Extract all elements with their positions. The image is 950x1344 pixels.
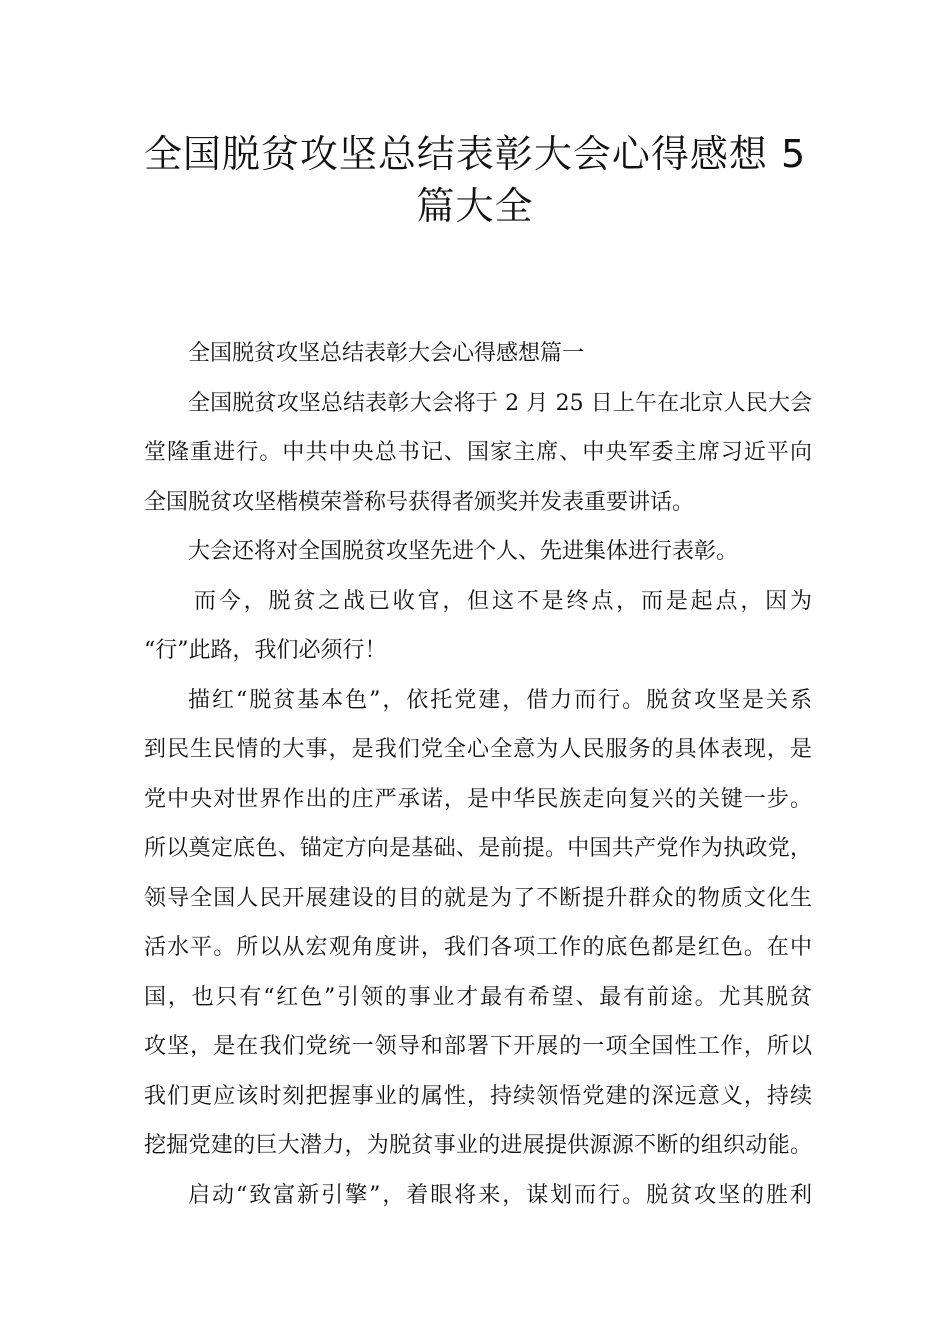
section-heading: 全国脱贫攻坚总结表彰大会心得感想篇一: [188, 341, 585, 366]
title-line-1: 全国脱贫攻坚总结表彰大会心得感想 5: [143, 132, 807, 176]
paragraph-line: 挖掘党建的巨大潜力，为脱贫事业的进展提供源源不断的组织动能。: [144, 1133, 812, 1158]
document-title: [100, 128, 850, 232]
paragraph-line: 攻坚，是在我们党统一领导和部署下开展的一项全国性工作，所以: [144, 1034, 812, 1059]
paragraph-line: 而今，脱贫之战已收官，但这不是终点，而是起点，因为: [194, 588, 812, 614]
document-body: [144, 329, 812, 1220]
paragraph-line: 全国脱贫攻坚总结表彰大会将于 2 月 25 日上午在北京人民大会: [188, 390, 812, 416]
paragraph-line: 大会还将对全国脱贫攻坚先进个人、先进集体进行表彰。: [188, 539, 739, 564]
paragraph-line: 我们更应该时刻把握事业的属性，持续领悟党建的深远意义，持续: [144, 1083, 812, 1109]
paragraph-line: 党中央对世界作出的庄严承诺，是中华民族走向复兴的关键一步。: [144, 786, 812, 812]
paragraph-line: 国，也只有“红色”引领的事业才最有希望、最有前途。尤其脱贫: [144, 984, 812, 1010]
paragraph-line: 所以奠定底色、锚定方向是基础、是前提。中国共产党作为执政党，: [144, 836, 812, 861]
paragraph-line: 堂隆重进行。中共中央总书记、国家主席、中央军委主席习近平向: [144, 440, 812, 465]
paragraph-line: 活水平。所以从宏观角度讲，我们各项工作的底色都是红色。在中: [144, 935, 812, 960]
paragraph-line: 到民生民情的大事，是我们党全心全意为人民服务的具体表现，是: [144, 737, 812, 762]
paragraph-line: 描红“脱贫基本色”，依托党建，借力而行。脱贫攻坚是关系: [188, 687, 812, 713]
paragraph-line: 领导全国人民开展建设的目的就是为了不断提升群众的物质文化生: [144, 885, 812, 911]
paragraph-line: “行”此路，我们必须行！: [144, 638, 387, 663]
paragraph-line: 全国脱贫攻坚楷模荣誉称号获得者颁奖并发表重要讲话。: [144, 489, 695, 515]
title-line-2: 篇大全: [416, 184, 534, 228]
paragraph-line: 启动“致富新引擎”，着眼将来，谋划而行。脱贫攻坚的胜利: [188, 1182, 812, 1208]
